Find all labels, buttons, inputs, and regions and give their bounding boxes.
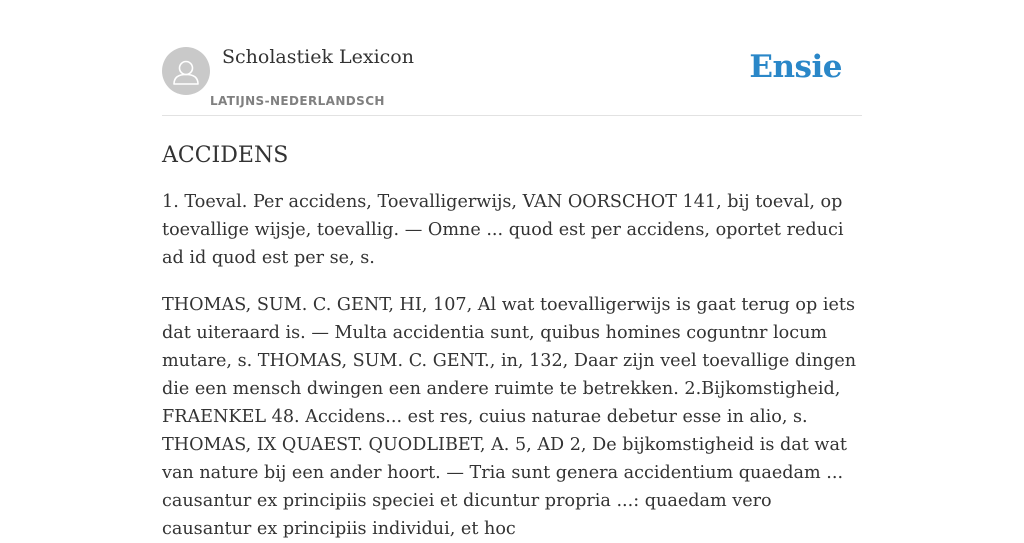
source-subtitle: LATIJNS-NEDERLANDSCH (210, 94, 385, 108)
entry-body (162, 188, 862, 543)
source-header (162, 0, 862, 116)
user-avatar-icon[interactable] (162, 47, 210, 95)
entry-paragraph: 1. Toeval. Per accidens, Toevalligerwijs, VAN OORSCHOT 141, bij toeval, op toevallige wijsje, toevallig. — Omne ... quod est per accidens, oportet reduci ad id quod est per se, s. (162, 192, 844, 268)
entry-title: ACCIDENS (162, 143, 289, 168)
entry-paragraph: THOMAS, SUM. C. GENT, HI, 107, Al wat toevalligerwijs is gaat terug op iets dat uiteraard is. — Multa accidentia sunt, quibus homines coguntnr locum mutare, s. THOMAS, SUM. C. GENT., in, 132, Daar zijn veel toevallige dingen die een mensch dwingen een andere ruimte te betrekken. 2.Bijkomstigheid, FRAENKEL 48. Accidens... est res, cuius naturae debetur esse in alio, s. THOMAS, IX QUAEST. QUODLIBET, A. 5, AD 2, De bijkomstigheid is dat wat van nature bij een ander hoort. — Tria sunt genera accidentium quaedam ... causantur ex principiis speciei et dicuntur propria ...: quaedam vero causantur ex principiis individui, et hoc (162, 295, 857, 539)
ensie-logo-link[interactable]: Ensie (749, 49, 842, 85)
source-title[interactable]: Scholastiek Lexicon (222, 46, 414, 68)
page-container (162, 0, 862, 543)
